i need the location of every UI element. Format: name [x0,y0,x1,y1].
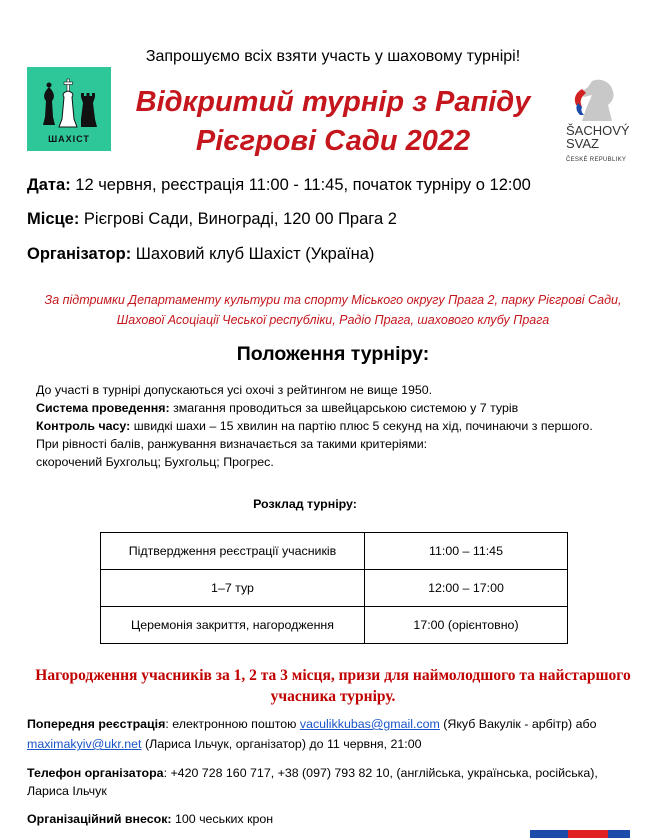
time-control-value: швидкі шахи – 15 хвилин на партію плюс 5 секунд на хід, починаючи з першого. [130,419,593,433]
schedule-event: Підтвердження реєстрації учасників [101,533,365,570]
tournament-title-line-1: Відкритий турнір з Рапіду [135,86,531,118]
date-value: 12 червня, реєстрація 11:00 - 11:45, початок турніру о 12:00 [70,176,531,194]
phone-label: Телефон організатора [27,766,164,780]
phone-value: : +420 728 160 717, +38 (097) 793 82 10, (англійська, українська, російська), [163,766,598,780]
table-row [101,607,568,644]
federation-name-1: ŠACHOVÝ [566,123,630,138]
flag-corner-decoration [530,830,630,838]
organizer-line [27,245,374,264]
system-value: змагання проводиться за швейцарською системою у 7 турів [169,401,519,415]
phone-line [27,763,598,783]
date-line [27,176,531,195]
regulations-text [36,381,593,471]
place-line [27,210,397,229]
schedule-event: 1–7 тур [101,570,365,607]
chess-knight-icon [568,75,628,123]
invitation-line: Запрошуємо всіх взяти участь у шаховому турнірі! [145,48,521,65]
registration-line-2 [27,734,422,754]
support-line-1: За підтримки Департаменту культури та спорту Міського округу Прага 2, парку Рієгрові Сади, [44,293,622,307]
regulations-heading: Положення турніру: [236,343,430,365]
eligibility-line: До участі в турнірі допускаються усі охочі з рейтингом не вище 1950. [36,383,433,397]
tiebreak-criteria: скорочений Бухгольц; Бухгольц; Прогрес. [36,455,274,469]
schedule-time: 17:00 (орієнтовно) [365,607,568,644]
registration-text: : електронною поштою [165,717,300,731]
tournament-title-line-2: Рієгрові Сади 2022 [195,125,471,157]
registration-text-2: (Якуб Вакулік - арбітр) або [439,717,597,731]
registration-deadline: (Лариса Ільчук, організатор) до 11 червня, 21:00 [141,737,422,751]
registration-label: Попередня реєстрація [27,717,166,731]
time-control-line [36,417,593,435]
system-line [36,399,593,417]
schedule-event: Церемонія закриття, нагородження [101,607,365,644]
support-statement [0,290,666,330]
awards-line-1: Нагородження учасників за 1, 2 та 3 місця, призи для наймолодшого та найстаршого [35,667,631,684]
table-row [101,533,568,570]
table-row [101,570,568,607]
schedule-time: 11:00 – 11:45 [365,533,568,570]
schedule-time: 12:00 – 17:00 [365,570,568,607]
phone-contact-name: Лариса Ільчук [27,784,107,798]
federation-name-2: SVAZ [566,136,599,151]
fee-value: 100 чеських крон [171,812,274,826]
awards-line-2: учасника турніру. [270,688,396,705]
fee-line [27,809,273,829]
tiebreak-line: При рівності балів, ранжування визначається за такими критеріями: [36,437,428,451]
system-label: Система проведення: [36,401,170,415]
place-value: Рієгрові Сади, Виноградi, 120 00 Прага 2 [79,210,397,228]
federation-name-3: ČESKÉ REPUBLIKY [566,157,627,163]
date-label: Дата: [27,176,71,194]
awards-notice [0,665,666,707]
place-label: Місце: [27,210,80,228]
chess-federation-logo [562,75,662,170]
organizer-label: Організатор: [27,245,132,263]
organizer-value: Шаховий клуб Шахіст (Україна) [131,245,375,263]
schedule-heading: Розклад турніру: [253,497,357,511]
email-link-arbiter[interactable]: vaculikkubas@gmail.com [299,717,440,731]
fee-label: Організаційний внесок: [27,812,172,826]
schedule-table [100,532,568,644]
chess-club-logo-text: ШАХІСТ [48,134,90,144]
time-control-label: Контроль часу: [36,419,131,433]
support-line-2: Шахової Асоціації Чеської республіки, Радіо Прага, шахового клубу Прага [116,313,550,327]
email-link-organizer[interactable]: maximakyiv@ukr.net [27,737,142,751]
registration-line-1 [27,714,597,734]
